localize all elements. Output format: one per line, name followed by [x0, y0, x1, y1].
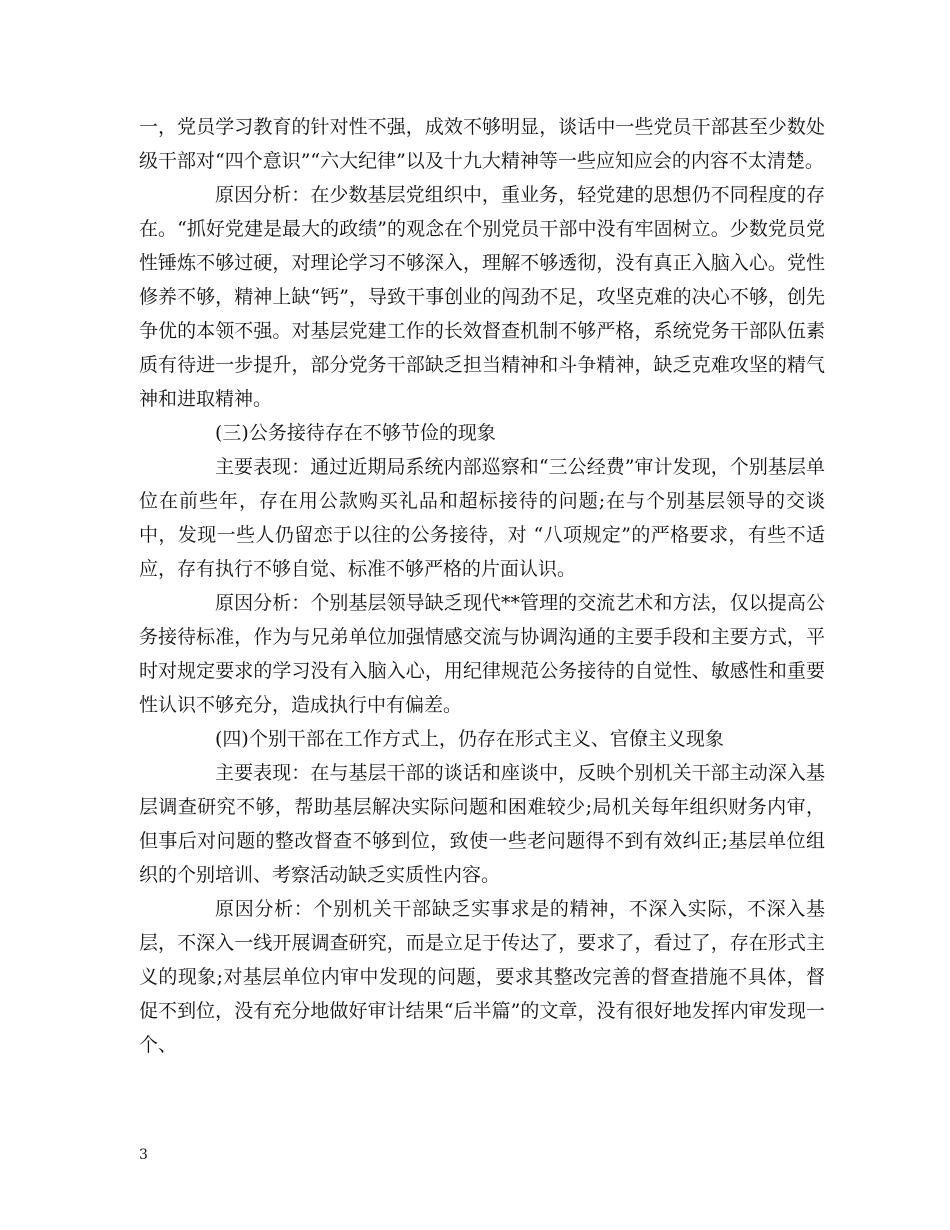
section-heading-work-style: (四)个别干部在工作方式上，仍存在形式主义、官僚主义现象	[215, 728, 724, 750]
paragraph-main-manifestation-work-style: 主要表现：在与基层干部的谈话和座谈中，反映个别机关干部主动深入基层调查研究不够，帮助基层解决实际问题和困难较少;局机关每年组织财务内审，但事后对问题的整改督查不够到位，致使一些老问题得不到有效纠正;基层单位组织的个别培训、考察活动缺乏实质性内容。	[139, 762, 825, 886]
paragraph-cause-analysis-party-building: 原因分析：在少数基层党组织中，重业务，轻党建的思想仍不同程度的存在。“抓好党建是最大的政绩”的观念在个别党员干部中没有牢固树立。少数党员党性锤炼不够过硬，对理论学习不够深入，理解不够透彻，没有真正入脑入心。党性修养不够，精神上缺“钙”，导致干事创业的闯劲不足，攻坚克难的决心不够，创先争优的本领不强。对基层党建工作的长效督查机制不够严格，系统党务干部队伍素质有待进一步提升，部分党务干部缺乏担当精神和斗争精神，缺乏克难攻坚的精气神和进取精神。	[139, 184, 825, 410]
paragraph-cause-analysis-reception: 原因分析：个别基层领导缺乏现代**管理的交流艺术和方法，仅以提高公务接待标准，作为与兄弟单位加强情感交流与协调沟通的主要手段和主要方式，平时对规定要求的学习没有入脑入心，用纪律规范公务接待的自觉性、敏感性和重要性认识不够充分，造成执行中有偏差。	[139, 592, 825, 716]
section-heading-official-reception: (三)公务接待存在不够节俭的现象	[215, 422, 496, 444]
page-number: 3	[139, 1147, 148, 1163]
document-body	[139, 110, 825, 1062]
paragraph-cause-analysis-work-style: 原因分析：个别机关干部缺乏实事求是的精神，不深入实际，不深入基层，不深入一线开展调查研究，而是立足于传达了，要求了，看过了，存在形式主义的现象;对基层单位内审中发现的问题，要求其整改完善的督查措施不具体，督促不到位，没有充分地做好审计结果“后半篇”的文章，没有很好地发挥内审发现一个、	[139, 898, 825, 1056]
paragraph-main-manifestation-reception: 主要表现：通过近期局系统内部巡察和“三公经费”审计发现，个别基层单位在前些年，存在用公款购买礼品和超标接待的问题;在与个别基层领导的交谈中，发现一些人仍留恋于以往的公务接待，对 “八项规定”的严格要求，有些不适应，存有执行不够自觉、标准不够严格的片面认识。	[139, 456, 825, 580]
paragraph-learning-education-issue: 一，党员学习教育的针对性不强，成效不够明显，谈话中一些党员干部甚至少数处级干部对“四个意识”“六大纪律”以及十九大精神等一些应知应会的内容不太清楚。	[139, 116, 825, 172]
